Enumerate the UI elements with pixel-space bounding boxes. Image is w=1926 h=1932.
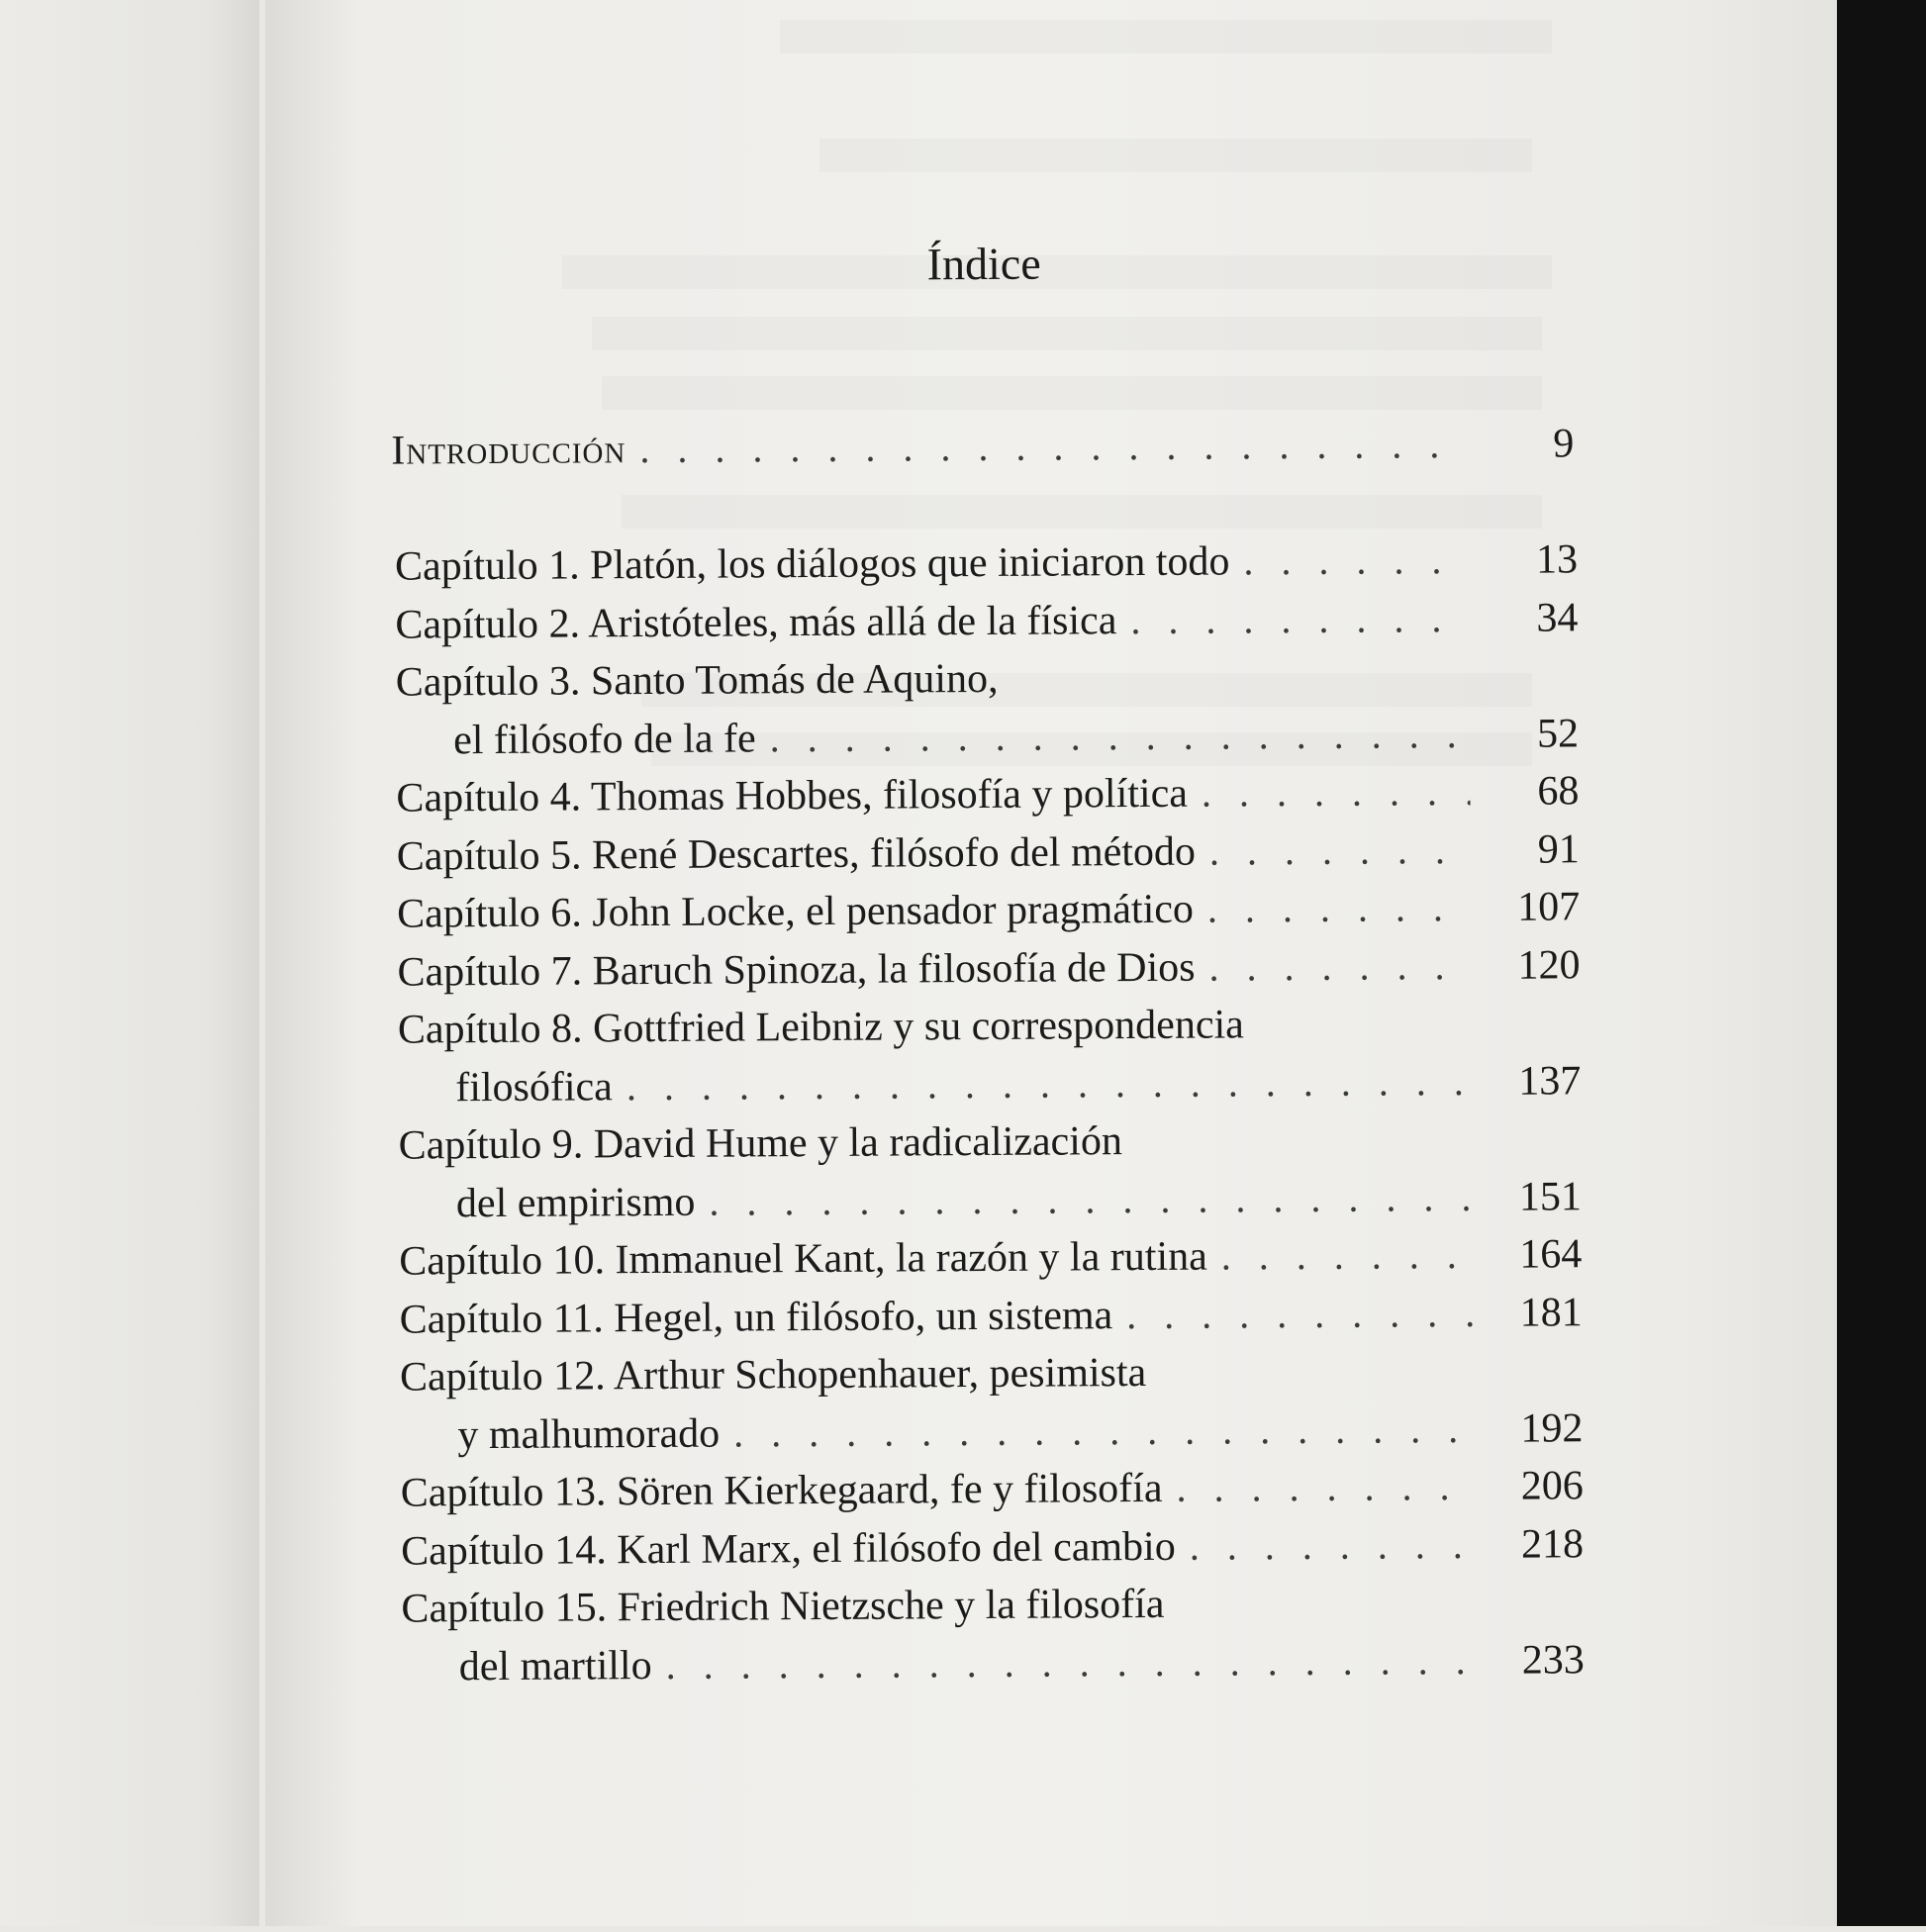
page-number: 9	[1553, 421, 1575, 467]
toc-entry-chapter-12	[457, 1400, 1583, 1464]
entry-title: Introducción	[391, 427, 626, 474]
leader-dots	[1194, 879, 1472, 938]
entry-title-line: Capítulo 3. Santo Tomás de Aquino,	[395, 655, 999, 706]
entry-title: Capítulo 7. Baruch Spinoza, la filosofía de Dios	[397, 944, 1196, 996]
page-number: 13	[1535, 536, 1579, 583]
entry-title: Capítulo 1. Platón, los diálogos que iniciaron todo	[394, 538, 1230, 590]
entry-title-line: Capítulo 8. Gottfried Leibniz y su correspondencia	[397, 1002, 1244, 1053]
entry-title: Capítulo 14. Karl Marx, el filósofo del cambio	[400, 1523, 1176, 1575]
leader-dots	[1195, 936, 1471, 996]
page-number: 107	[1517, 884, 1581, 930]
toc-entry-chapter-7	[397, 936, 1580, 1001]
entry-title: Capítulo 2. Aristóteles, más allá de la física	[395, 597, 1117, 648]
leader-dots	[695, 1168, 1473, 1230]
entry-title-continuation: y malhumorado	[457, 1410, 721, 1458]
toc-entry-chapter-3	[453, 705, 1579, 769]
entry-title-line: Capítulo 9. David Hume y la radicalización	[398, 1118, 1123, 1169]
toc-entry-chapter-14	[401, 1515, 1584, 1580]
entry-title: Capítulo 13. Sören Kierkegaard, fe y filosofía	[400, 1465, 1163, 1516]
page-number: 34	[1536, 594, 1579, 641]
leader-dots	[1112, 1284, 1474, 1343]
toc-entry-chapter-15	[459, 1631, 1585, 1695]
page-number: 151	[1518, 1173, 1583, 1220]
leader-dots	[755, 705, 1470, 766]
entry-title-continuation: el filósofo de la fe	[452, 715, 756, 763]
leader-dots	[626, 416, 1465, 478]
page-number: 164	[1519, 1231, 1583, 1278]
toc-title: Índice	[926, 238, 1041, 290]
entry-title-line: Capítulo 15. Friedrich Nietzsche y la filosofía	[401, 1581, 1165, 1632]
toc-entry-chapter-6	[397, 878, 1580, 942]
leader-dots	[1196, 821, 1471, 880]
page-number: 206	[1520, 1463, 1584, 1509]
toc-entry-chapter-5	[397, 821, 1580, 885]
toc-entry-chapter-13	[401, 1457, 1584, 1521]
entry-title: Capítulo 4. Thomas Hobbes, filosofía y política	[396, 770, 1189, 821]
toc-entry-chapter-10	[399, 1225, 1582, 1290]
page-number: 120	[1517, 941, 1581, 989]
page-number: 137	[1518, 1057, 1582, 1105]
page-number: 192	[1520, 1404, 1584, 1452]
entry-title: Capítulo 11. Hegel, un filósofo, un sistema	[399, 1292, 1113, 1343]
leader-dots	[1116, 589, 1469, 648]
page-number: 68	[1537, 768, 1580, 815]
entry-title-continuation: del empirismo	[455, 1179, 696, 1226]
entry-title-continuation: del martillo	[458, 1642, 652, 1690]
toc-entry-chapter-9	[456, 1168, 1582, 1232]
page-number: 233	[1521, 1636, 1585, 1684]
page-number: 91	[1537, 825, 1580, 873]
toc-entry-chapter-8	[455, 1052, 1581, 1116]
toc-entry-chapter-11	[400, 1284, 1583, 1348]
page-number: 181	[1519, 1289, 1583, 1336]
leader-dots	[613, 1052, 1473, 1114]
leader-dots	[1207, 1226, 1474, 1286]
leader-dots	[1188, 763, 1471, 822]
entry-title-line: Capítulo 12. Arthur Schopenhauer, pesimista	[399, 1349, 1147, 1401]
page-number: 218	[1520, 1520, 1585, 1568]
leader-dots	[1176, 1515, 1476, 1575]
entry-title-continuation: filosófica	[455, 1063, 614, 1111]
entry-title: Capítulo 6. John Locke, el pensador pragmático	[397, 886, 1195, 937]
entry-title: Capítulo 5. René Descartes, filósofo del método	[396, 828, 1197, 880]
leader-dots	[720, 1400, 1475, 1462]
toc-entry-chapter-4	[396, 762, 1579, 826]
page-number: 52	[1536, 710, 1580, 757]
toc-entry-chapter-2	[395, 589, 1578, 653]
leader-dots	[651, 1631, 1476, 1693]
toc-entry-introduction	[391, 415, 1574, 479]
toc-entry-chapter-1	[395, 531, 1578, 595]
entry-title: Capítulo 10. Immanuel Kant, la razón y la rutina	[399, 1233, 1207, 1285]
leader-dots	[1162, 1458, 1475, 1517]
leader-dots	[1229, 531, 1469, 590]
